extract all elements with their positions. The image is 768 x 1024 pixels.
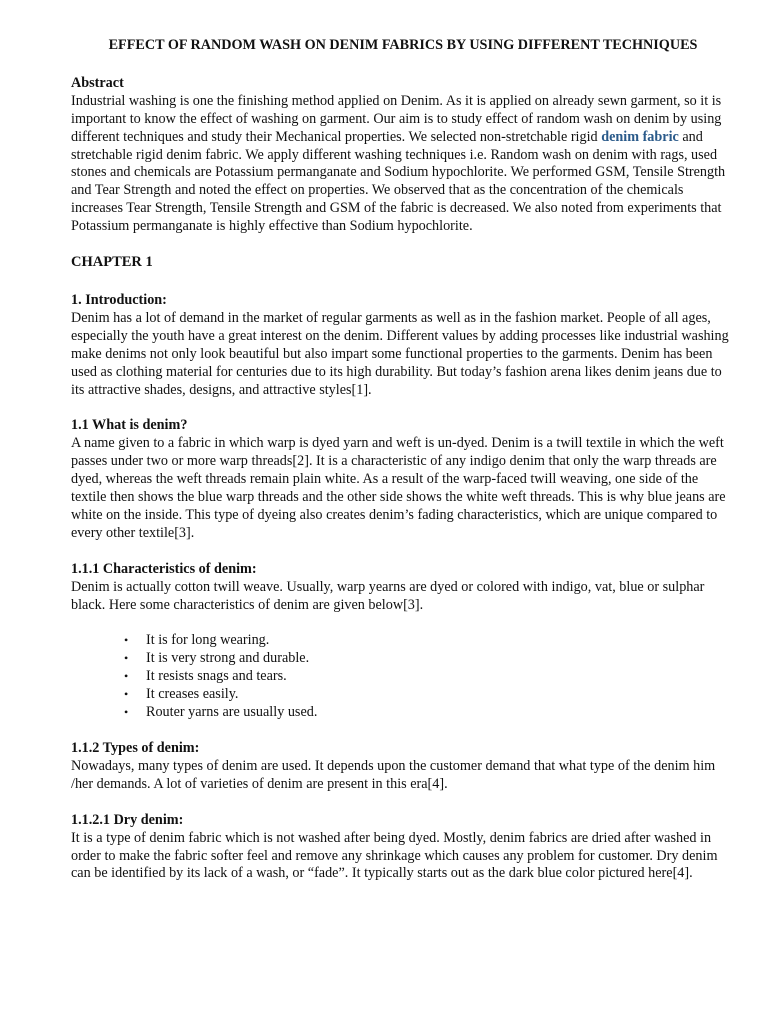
bullet-icon: • xyxy=(124,633,129,648)
document-title: EFFECT OF RANDOM WASH ON DENIM FABRICS BY USING DIFFERENT TECHNIQUES xyxy=(108,37,698,53)
characteristics-list xyxy=(71,632,735,722)
list-item xyxy=(124,686,735,704)
introduction-text: Denim has a lot of demand in the market of regular garments as well as in the fashion market. People of all ages, especially the youth have a great interest on the denim. Different values by adding processes like industrial washing make denims not only look beautiful but also impart some functional properties to the garments. Denim has been used as clothing material for centuries due to its high durability. But today’s fashion arena likes denim jeans due to its attractive shades, designs, and attractive styles[1]. xyxy=(71,309,729,398)
chapter-heading: CHAPTER 1 xyxy=(71,254,153,271)
list-item xyxy=(124,650,735,668)
types-section xyxy=(71,740,735,794)
types-heading: 1.1.2 Types of denim: xyxy=(71,740,200,756)
dry-denim-heading: 1.1.2.1 Dry denim: xyxy=(71,811,184,828)
bullet-icon: • xyxy=(124,651,129,666)
introduction-section xyxy=(71,292,735,399)
abstract-heading: Abstract xyxy=(71,74,124,91)
list-item xyxy=(124,668,735,686)
characteristics-section xyxy=(71,561,735,722)
list-item xyxy=(124,632,735,650)
bullet-icon: • xyxy=(124,687,129,702)
abstract-text-start: Industrial washing is one the finishing method applied on Denim. As it is applied on already sewn garment, so it is important to know the effect of washing on garment. Our aim is to study effect of random wash on denim by using different techniques and study their Mechanical properties. We selected non-stretchable rigid xyxy=(71,92,722,145)
characteristics-heading: 1.1.1 Characteristics of denim: xyxy=(71,560,257,577)
what-is-denim-section xyxy=(71,417,735,542)
list-item xyxy=(124,704,735,722)
dry-denim-section xyxy=(71,812,735,884)
abstract-section xyxy=(71,75,735,236)
abstract-text xyxy=(71,93,735,236)
dry-denim-text: It is a type of denim fabric which is not washed after being dyed. Mostly, denim fabrics are dried after washed in order to make the fabric softer feel and remove any shrinkage which causes any problem for customer. Dry denim can be identified by its lack of a wash, or “fade”. It typically starts out as the dark blue color pictured here[4]. xyxy=(71,829,718,882)
bullet-icon: • xyxy=(124,705,129,720)
document-body xyxy=(71,37,735,901)
abstract-text-end: and stretchable rigid denim fabric. We apply different washing techniques i.e. Random wash on denim with rags, used stones and chemicals are Potassium permanganate and Sodium hypochlorite. We performed GSM, Tensile Strength and Tear Strength and noted the effect on properties. We observed that as the concentration of the chemicals increases Tear Strength, Tensile Strength and GSM of the fabric is decreased. We also noted from experiments that Potassium permanganate is highly effective than Sodium hypochlorite. xyxy=(71,128,726,235)
types-text: Nowadays, many types of denim are used. It depends upon the customer demand that what type of the denim him /her demands. A lot of varieties of denim are present in this era[4]. xyxy=(71,757,716,792)
list-item-text: It creases easily. xyxy=(146,686,239,703)
list-item-text: Router yarns are usually used. xyxy=(146,704,318,721)
list-item-text: It is for long wearing. xyxy=(146,632,270,649)
introduction-heading: 1. Introduction: xyxy=(71,291,167,308)
bullet-icon: • xyxy=(124,669,129,684)
list-item-text: It is very strong and durable. xyxy=(146,650,310,667)
what-is-denim-text: A name given to a fabric in which warp is dyed yarn and weft is un-dyed. Denim is a twill textile in which the weft passes under two or more warp threads[2]. It is a characteristic of any indigo denim that only the warp threads are dyed, whereas the weft threads remain plain white. As a result of the warp-faced twill weaving, one side of the textile then shows the blue warp threads and the other side shows the white weft threads. This is why blue jeans are white on the inside. This type of dyeing also creates denim’s fading characteristics, which are unique compared to every other textile[3]. xyxy=(71,435,726,541)
list-item-text: It resists snags and tears. xyxy=(146,668,287,685)
denim-fabric-link[interactable]: denim fabric xyxy=(601,128,679,145)
characteristics-text: Denim is actually cotton twill weave. Usually, warp yearns are dyed or colored with indigo, vat, blue or sulphar black. Here some characteristics of denim are given below[3]. xyxy=(71,578,705,613)
what-is-denim-heading: 1.1 What is denim? xyxy=(71,417,188,434)
